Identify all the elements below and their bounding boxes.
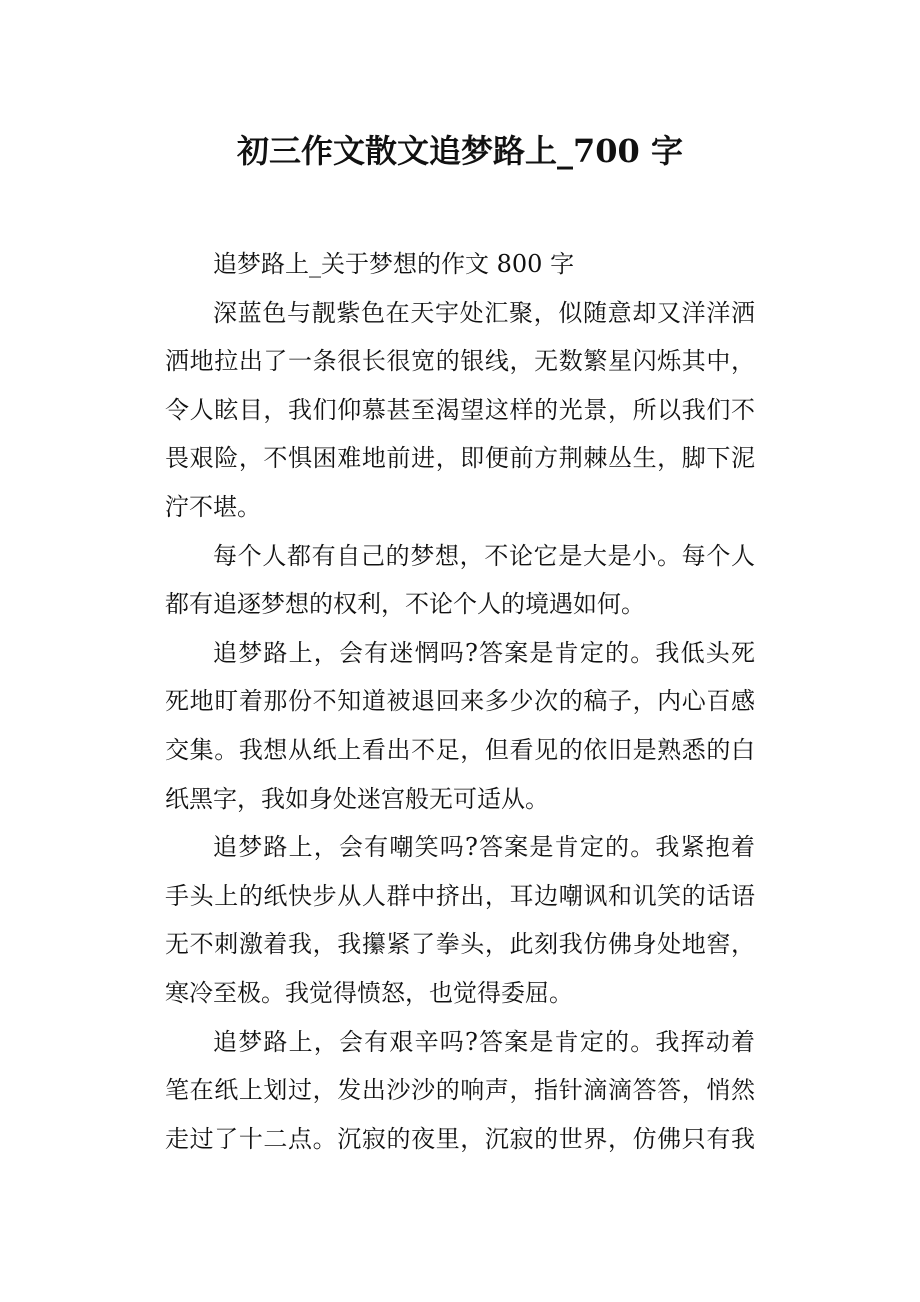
paragraph	[165, 1018, 755, 1164]
paragraph-line: 都有追逐梦想的权利，不论个人的境遇如何。	[165, 590, 645, 619]
paragraph-line: 追梦路上，会有嘲笑吗?答案是肯定的。我紧抱着	[213, 833, 755, 862]
paragraph	[165, 823, 755, 1017]
paragraph-line: 笔在纸上划过，发出沙沙的响声，指针滴滴答答，悄然	[165, 1076, 755, 1105]
paragraph-line: 无不刺激着我，我攥紧了拳头，此刻我仿佛身处地窖，	[165, 930, 755, 959]
paragraph-line: 纸黑字，我如身处迷宫般无可适从。	[165, 784, 549, 813]
paragraph-line: 令人眩目，我们仰慕甚至渴望这样的光景，所以我们不	[165, 395, 755, 424]
paragraph	[165, 629, 755, 823]
paragraph-line: 追梦路上，会有艰辛吗?答案是肯定的。我挥动着	[213, 1027, 755, 1056]
paragraph-line: 洒地拉出了一条很长很宽的银线，无数繁星闪烁其中，	[165, 347, 755, 376]
paragraph	[165, 289, 755, 532]
paragraph-line: 追梦路上，会有迷惘吗?答案是肯定的。我低头死	[213, 638, 755, 667]
paragraph-line: 深蓝色与靓紫色在天宇处汇聚，似随意却又洋洋洒	[213, 298, 755, 327]
paragraph-line: 走过了十二点。沉寂的夜里，沉寂的世界，仿佛只有我	[165, 1124, 755, 1153]
paragraph	[165, 532, 755, 629]
paragraph-line: 追梦路上_关于梦想的作文 800 字	[213, 250, 575, 278]
paragraph-line: 畏艰险，不惧困难地前进，即便前方荆棘丛生，脚下泥	[165, 444, 755, 473]
paragraph-line: 手头上的纸快步从人群中挤出，耳边嘲讽和讥笑的话语	[165, 881, 755, 910]
paragraph-line: 每个人都有自己的梦想，不论它是大是小。每个人	[213, 541, 755, 570]
paragraph-line: 泞不堪。	[165, 492, 261, 521]
document-body	[165, 240, 755, 1163]
paragraph	[165, 240, 755, 289]
paragraph-line: 交集。我想从纸上看出不足，但看见的依旧是熟悉的白	[165, 735, 755, 764]
document-title: 初三作文散文追梦路上_700 字	[237, 132, 683, 170]
paragraph-line: 寒冷至极。我觉得愤怒，也觉得委屈。	[165, 978, 573, 1007]
paragraph-line: 死地盯着那份不知道被退回来多少次的稿子，内心百感	[165, 687, 755, 716]
